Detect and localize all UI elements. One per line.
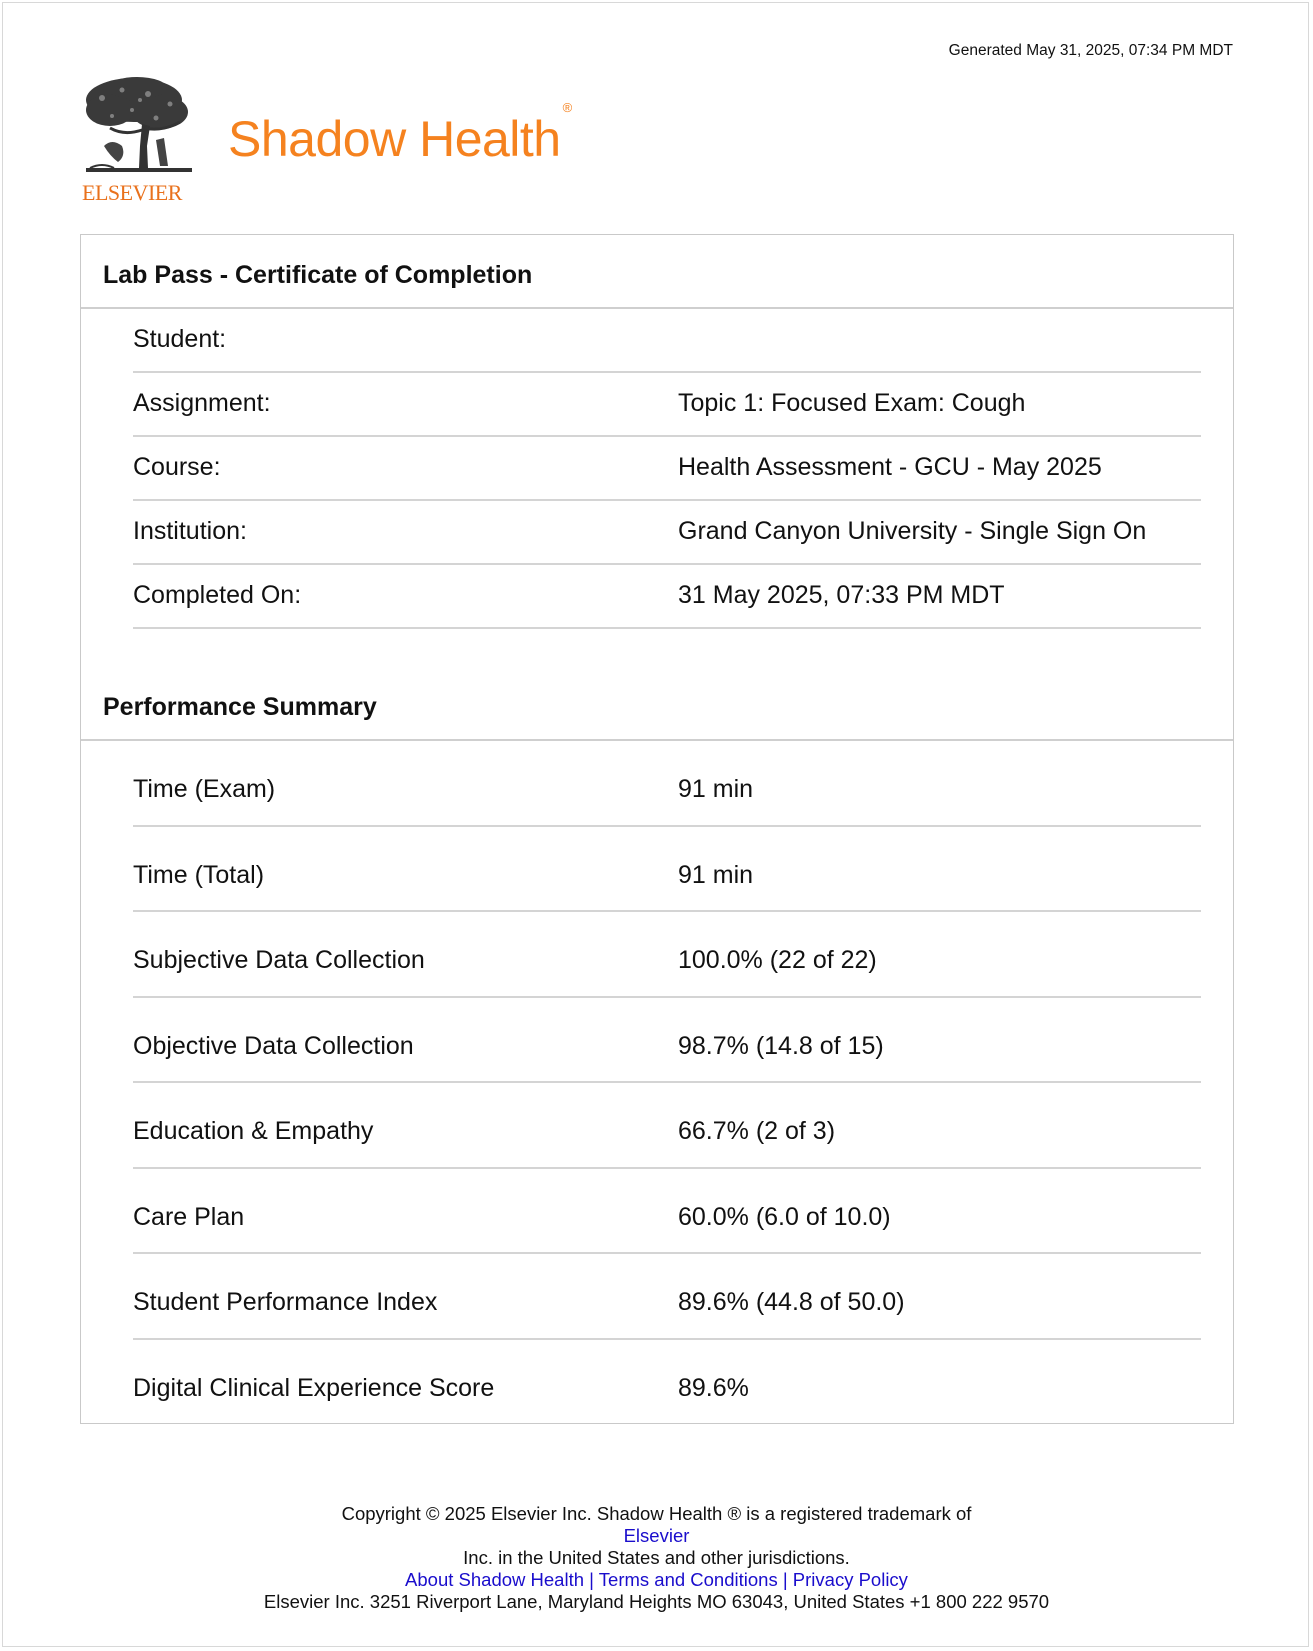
metric-label: Student Performance Index: [133, 1288, 438, 1316]
performance-row: [133, 1169, 1201, 1255]
metric-value: 89.6%: [678, 1373, 749, 1402]
detail-label: Course:: [133, 453, 221, 481]
metric-value: 91 min: [678, 775, 754, 803]
tree-icon: [82, 76, 197, 178]
certificate-details: [133, 309, 1201, 629]
detail-label: Student:: [133, 325, 227, 353]
detail-value: 31 May 2025, 07:33 PM MDT: [678, 581, 1005, 609]
detail-label: Completed On:: [133, 581, 302, 609]
terms-link[interactable]: Terms and Conditions: [598, 1569, 778, 1590]
metric-label: Care Plan: [133, 1202, 245, 1231]
metric-label: Education & Empathy: [133, 1117, 374, 1145]
address-text: Elsevier Inc. 3251 Riverport Lane, Maryland Heights MO 63043, United States +1 800 222 9570: [263, 1591, 1050, 1612]
publisher-wordmark: ELSEVIER: [82, 180, 182, 205]
link-separator: |: [584, 1569, 599, 1590]
performance-row: [133, 1340, 1201, 1426]
metric-value: 91 min: [678, 860, 754, 889]
detail-row: [133, 309, 1201, 373]
performance-title: Performance Summary: [103, 693, 377, 721]
metric-value: 60.0% (6.0 of 10.0): [678, 1202, 891, 1231]
brand-logo: [228, 100, 572, 168]
metric-label: Time (Total): [133, 860, 265, 889]
performance-row: [133, 998, 1201, 1084]
metric-value: 100.0% (22 of 22): [678, 946, 877, 974]
metric-label: Objective Data Collection: [133, 1031, 414, 1060]
registered-mark: ®: [562, 100, 572, 116]
metric-value: 66.7% (2 of 3): [678, 1117, 836, 1145]
jurisdiction-text: Inc. in the United States and other jurisdictions.: [463, 1547, 850, 1568]
about-shadow-health-link[interactable]: About Shadow Health: [405, 1569, 585, 1590]
performance-row: [133, 912, 1201, 998]
metric-label: Digital Clinical Experience Score: [133, 1373, 495, 1402]
copyright-text: Copyright © 2025 Elsevier Inc. Shadow Health ® is a registered trademark of: [341, 1503, 972, 1524]
certificate-card: [80, 234, 1234, 1424]
detail-label: Assignment:: [133, 389, 271, 417]
brand-name: Shadow Health: [228, 111, 561, 167]
detail-value: Health Assessment - GCU - May 2025: [678, 453, 1102, 481]
performance-row: [133, 827, 1201, 913]
metric-label: Subjective Data Collection: [133, 946, 425, 974]
metric-value: 98.7% (14.8 of 15): [678, 1031, 884, 1060]
footer-links: [0, 1569, 1313, 1591]
performance-row: [133, 741, 1201, 827]
detail-row: [133, 501, 1201, 565]
performance-summary: [133, 741, 1201, 1425]
privacy-policy-link[interactable]: Privacy Policy: [792, 1569, 908, 1590]
link-separator: |: [777, 1569, 793, 1590]
detail-row: [133, 437, 1201, 501]
metric-value: 89.6% (44.8 of 50.0): [678, 1288, 905, 1316]
elsevier-logo: [82, 76, 197, 206]
metric-label: Time (Exam): [133, 775, 276, 803]
performance-row: [133, 1083, 1201, 1169]
page-footer: [0, 1503, 1313, 1613]
performance-row: [133, 1254, 1201, 1340]
certificate-title: Lab Pass - Certificate of Completion: [103, 261, 533, 289]
detail-value: Grand Canyon University - Single Sign On: [678, 517, 1147, 545]
generated-timestamp: Generated May 31, 2025, 07:34 PM MDT: [948, 42, 1233, 59]
detail-value: Topic 1: Focused Exam: Cough: [678, 389, 1026, 417]
detail-label: Institution:: [133, 517, 247, 545]
detail-row: [133, 373, 1201, 437]
detail-row: [133, 565, 1201, 629]
elsevier-link[interactable]: Elsevier: [623, 1525, 690, 1546]
